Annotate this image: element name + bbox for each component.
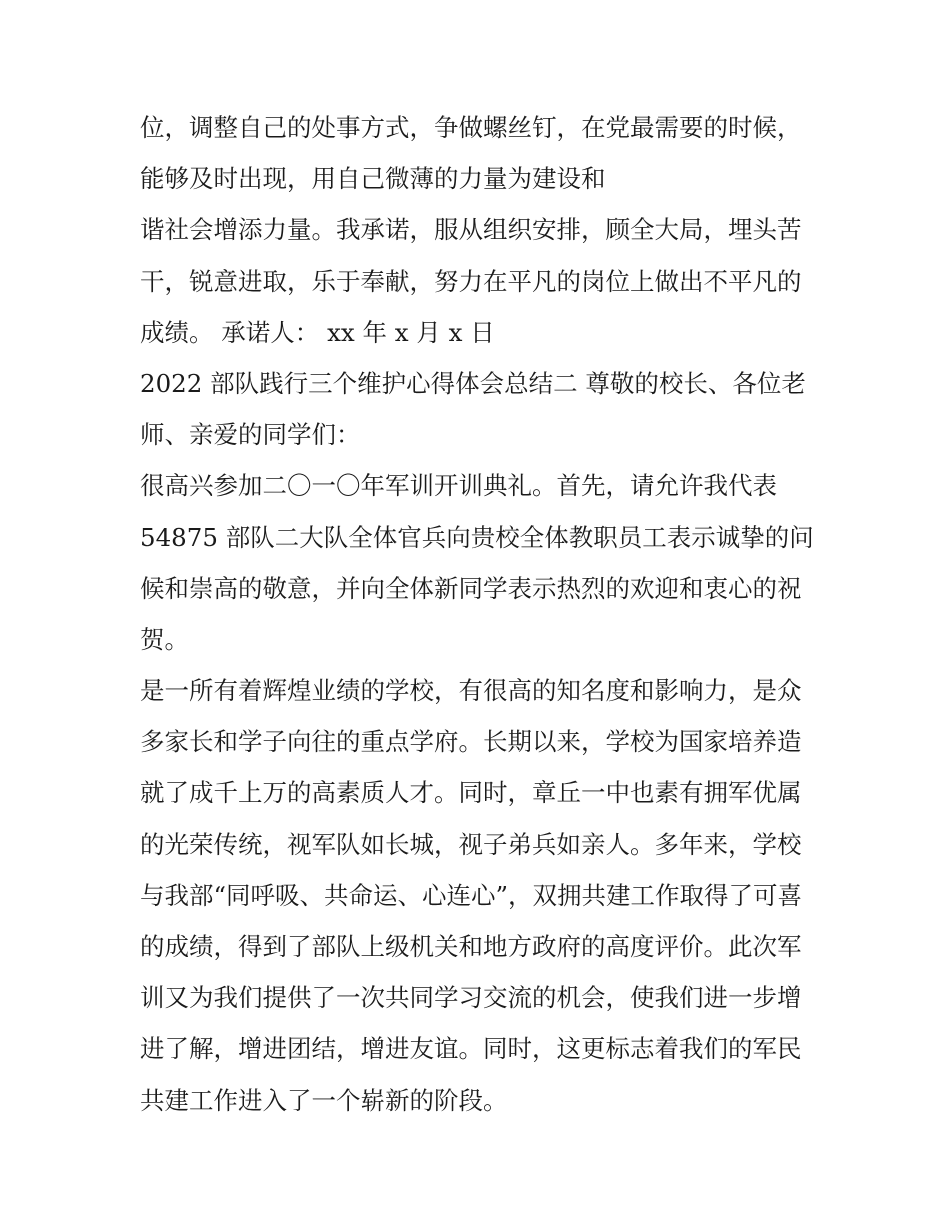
text-line: 共建工作进入了一个崭新的阶段。: [140, 1085, 508, 1115]
text-line: 是一所有着辉煌业绩的学校，有很高的知名度和影响力，是众: [140, 676, 802, 706]
text-line: 能够及时出现，用自己微薄的力量为建设和: [140, 164, 606, 194]
text-line: 多家长和学子向往的重点学府。长期以来，学校为国家培养造: [140, 727, 802, 757]
text-line: 的成绩，得到了部队上级机关和地方政府的高度评价。此次军: [140, 932, 802, 961]
text-line: 干，锐意进取，乐于奉献，努力在平凡的岗位上做出不平凡的: [140, 266, 802, 296]
document-body: [140, 102, 820, 1126]
text-line: 训又为我们提供了一次共同学习交流的机会，使我们进一步增: [140, 983, 802, 1013]
text-line: 位，调整自己的处事方式，争做螺丝钉，在党最需要的时候，: [140, 113, 802, 142]
text-line: 师、亲爱的同学们：: [140, 420, 361, 450]
text-line: 54875 部队二大队全体官兵向贵校全体教职员工表示诚挚的问: [140, 522, 814, 552]
text-line: 贺。: [140, 624, 189, 654]
text-line: 进了解，增进团结，增进友谊。同时，这更标志着我们的军民: [140, 1034, 802, 1064]
text-line: 谐社会增添力量。我承诺，服从组织安排，顾全大局，埋头苦: [140, 215, 802, 245]
text-line: 成绩。 承诺人： xx 年 x 月 x 日: [140, 317, 495, 347]
text-line: 很高兴参加二〇一〇年军训开训典礼。首先，请允许我代表: [140, 471, 777, 501]
text-line: 的光荣传统，视军队如长城，视子弟兵如亲人。多年来，学校: [140, 829, 802, 859]
text-line: 2022 部队践行三个维护心得体会总结二 尊敬的校长、各位老: [140, 368, 806, 398]
text-line: 就了成千上万的高素质人才。同时，章丘一中也素有拥军优属: [140, 778, 802, 808]
text-line: 与我部“同呼吸、共命运、心连心”，双拥共建工作取得了可喜: [140, 880, 803, 910]
text-line: 候和崇高的敬意，并向全体新同学表示热烈的欢迎和衷心的祝: [140, 573, 802, 603]
